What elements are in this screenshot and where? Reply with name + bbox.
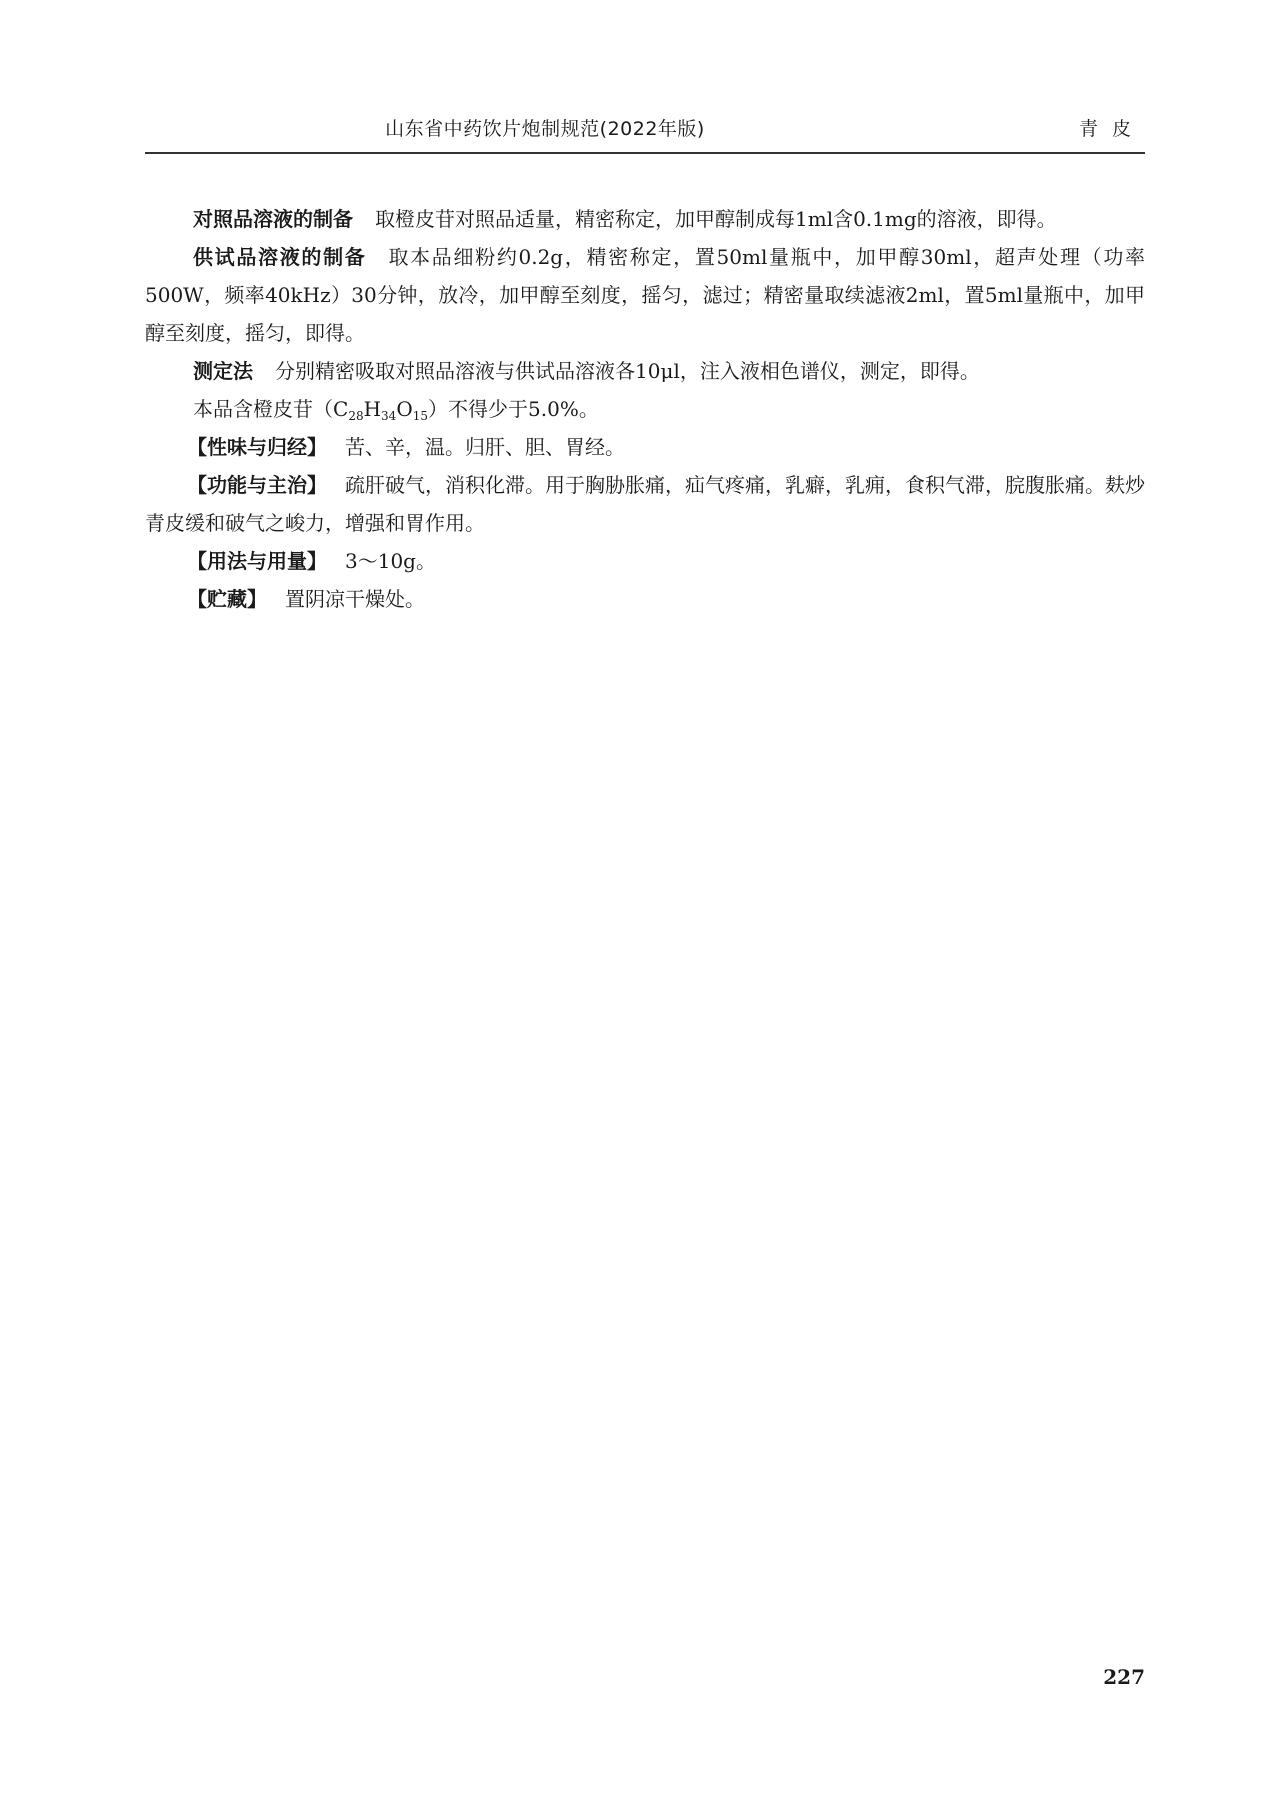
paragraph-method bbox=[145, 352, 1145, 390]
header-rule bbox=[145, 152, 1145, 154]
content-h: H bbox=[363, 397, 382, 421]
paragraph-usage bbox=[145, 542, 1145, 580]
content-sub-15: 15 bbox=[412, 409, 429, 423]
term-storage: 【贮藏】 bbox=[187, 587, 267, 611]
paragraph-content bbox=[145, 390, 1145, 428]
running-header bbox=[145, 108, 1145, 144]
term-usage: 【用法与用量】 bbox=[187, 549, 327, 573]
term-function: 【功能与主治】 bbox=[187, 473, 327, 497]
paragraph-reference-solution bbox=[145, 200, 1145, 238]
content-sub-34: 34 bbox=[381, 409, 397, 423]
text-method: 分别精密吸取对照品溶液与供试品溶液各10μl，注入液相色谱仪，测定，即得。 bbox=[275, 359, 980, 383]
text-function: 疏肝破气，消积化滞。用于胸胁胀痛，疝气疼痛，乳癖，乳痈，食积气滞，脘腹胀痛。麸炒青皮缓和破气之峻力，增强和胃作用。 bbox=[145, 473, 1145, 535]
content-text-after: ）不得少于5.0%。 bbox=[428, 397, 599, 421]
paragraph-function bbox=[145, 466, 1145, 542]
content-sub-28: 28 bbox=[348, 409, 364, 423]
text-usage: 3～10g。 bbox=[345, 549, 436, 573]
paragraph-nature bbox=[145, 428, 1145, 466]
term-nature: 【性味与归经】 bbox=[187, 435, 327, 459]
text-storage: 置阴凉干燥处。 bbox=[285, 587, 425, 611]
book-title: 山东省中药饮片炮制规范(2022年版) bbox=[385, 118, 705, 140]
text-test-solution: 取本品细粉约0.2g，精密称定，置50ml量瓶中，加甲醇30ml，超声处理（功率500W，频率40kHz）30分钟，放冷，加甲醇至刻度，摇匀，滤过；精密量取续滤液2ml，置5ml量瓶中，加甲醇至刻度，摇匀，即得。 bbox=[145, 245, 1146, 345]
page-number: 227 bbox=[1103, 1665, 1145, 1689]
content-o: O bbox=[396, 397, 413, 421]
term-reference-solution: 对照品溶液的制备 bbox=[193, 207, 353, 231]
text-nature: 苦、辛，温。归肝、胆、胃经。 bbox=[345, 435, 625, 459]
entry-title: 青皮 bbox=[1078, 118, 1145, 140]
paragraph-storage bbox=[145, 580, 1145, 618]
term-test-solution: 供试品溶液的制备 bbox=[193, 245, 367, 269]
paragraph-test-solution bbox=[145, 238, 1145, 352]
content-text-before: 本品含橙皮苷（C bbox=[193, 397, 349, 421]
text-reference-solution: 取橙皮苷对照品适量，精密称定，加甲醇制成每1ml含0.1mg的溶液，即得。 bbox=[375, 207, 1057, 231]
body-text bbox=[145, 200, 1145, 618]
term-method: 测定法 bbox=[193, 359, 253, 383]
